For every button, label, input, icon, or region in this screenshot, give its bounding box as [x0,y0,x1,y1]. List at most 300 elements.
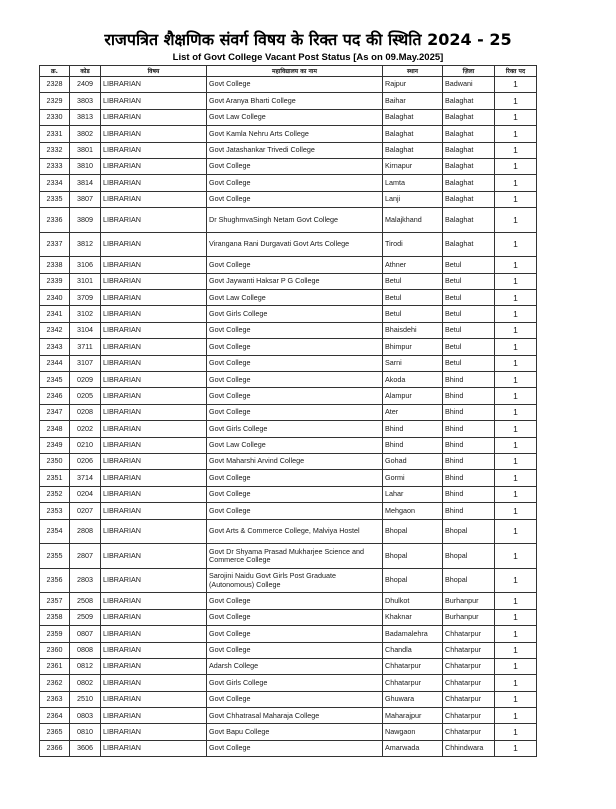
page-subtitle: List of Govt College Vacant Post Status [As on 09.May.2025] [172,52,444,63]
cell-district: Balaghat [443,232,495,257]
cell-code: 0802 [70,675,101,691]
cell-code: 0207 [70,503,101,519]
cell-vacant: 1 [495,355,537,371]
table-row [40,257,537,273]
cell-sno: 2354 [40,519,70,544]
table-row [40,626,537,642]
cell-subject: LIBRARIAN [101,593,207,609]
cell-location: Khaknar [383,609,443,625]
header-location: स्थान [383,66,443,77]
table-body [40,77,537,757]
cell-sno: 2328 [40,77,70,93]
cell-location: Mehgaon [383,503,443,519]
cell-sno: 2347 [40,404,70,420]
cell-sno: 2340 [40,290,70,306]
cell-college-name: Govt College [207,642,383,658]
cell-location: Baihar [383,93,443,109]
cell-college-name: Govt College [207,404,383,420]
cell-code: 2808 [70,519,101,544]
cell-sno: 2345 [40,372,70,388]
cell-code: 0810 [70,724,101,740]
cell-district: Badwani [443,77,495,93]
cell-district: Chhindwara [443,740,495,756]
cell-sno: 2333 [40,158,70,174]
cell-location: Betul [383,306,443,322]
cell-subject: LIBRARIAN [101,421,207,437]
cell-code: 3813 [70,109,101,125]
cell-college-name: Govt College [207,593,383,609]
cell-college-name: Govt Law College [207,290,383,306]
cell-vacant: 1 [495,142,537,158]
cell-college-name: Govt College [207,503,383,519]
cell-college-name: Govt Kamla Nehru Arts College [207,126,383,142]
cell-location: Nawgaon [383,724,443,740]
cell-vacant: 1 [495,158,537,174]
cell-location: Badamalehra [383,626,443,642]
cell-sno: 2336 [40,208,70,233]
cell-location: Amarwada [383,740,443,756]
cell-subject: LIBRARIAN [101,642,207,658]
table-row [40,208,537,233]
cell-district: Bhind [443,486,495,502]
cell-code: 2508 [70,593,101,609]
cell-location: Betul [383,290,443,306]
cell-location: Lamta [383,175,443,191]
page-title: राजपत्रित शैक्षणिक संवर्ग विषय के रिक्त पद की स्थिति 2024 - 25 [104,30,512,49]
cell-college-name: Govt Dr Shyama Prasad Mukharjee Science and Commerce College [207,544,383,569]
cell-location: Akoda [383,372,443,388]
cell-location: Chandla [383,642,443,658]
cell-location: Lahar [383,486,443,502]
cell-subject: LIBRARIAN [101,724,207,740]
cell-vacant: 1 [495,740,537,756]
table-row [40,372,537,388]
cell-sno: 2342 [40,322,70,338]
cell-location: Bhopal [383,519,443,544]
cell-subject: LIBRARIAN [101,486,207,502]
cell-district: Bhind [443,503,495,519]
cell-district: Betul [443,339,495,355]
cell-district: Bhopal [443,568,495,593]
cell-code: 3104 [70,322,101,338]
cell-district: Balaghat [443,126,495,142]
cell-vacant: 1 [495,404,537,420]
cell-college-name: Govt Aranya Bharti College [207,93,383,109]
cell-location: Bhaisdehi [383,322,443,338]
cell-code: 2509 [70,609,101,625]
cell-sno: 2363 [40,691,70,707]
cell-district: Bhind [443,388,495,404]
cell-college-name: Govt College [207,257,383,273]
cell-district: Chhatarpur [443,626,495,642]
table-row [40,421,537,437]
table-row [40,486,537,502]
table-row [40,691,537,707]
cell-vacant: 1 [495,544,537,569]
table-row [40,77,537,93]
cell-college-name: Sarojini Naidu Govt Girls Post Graduate (Autonomous) College [207,568,383,593]
cell-subject: LIBRARIAN [101,708,207,724]
table-row [40,454,537,470]
cell-location: Sarni [383,355,443,371]
cell-code: 0803 [70,708,101,724]
cell-subject: LIBRARIAN [101,675,207,691]
cell-college-name: Govt Bapu College [207,724,383,740]
cell-subject: LIBRARIAN [101,658,207,674]
cell-subject: LIBRARIAN [101,191,207,207]
cell-college-name: Govt Girls College [207,675,383,691]
cell-subject: LIBRARIAN [101,306,207,322]
cell-code: 3709 [70,290,101,306]
cell-sno: 2353 [40,503,70,519]
cell-college-name: Govt College [207,77,383,93]
cell-district: Bhopal [443,544,495,569]
cell-vacant: 1 [495,290,537,306]
cell-location: Betul [383,273,443,289]
cell-subject: LIBRARIAN [101,437,207,453]
cell-code: 0808 [70,642,101,658]
cell-code: 2510 [70,691,101,707]
table-row [40,708,537,724]
cell-vacant: 1 [495,372,537,388]
table-row [40,142,537,158]
table-row [40,675,537,691]
vacant-post-table [39,65,537,757]
cell-subject: LIBRARIAN [101,568,207,593]
cell-location: Dhulkot [383,593,443,609]
cell-sno: 2352 [40,486,70,502]
table-row [40,470,537,486]
header-vacant: रिक्त पद [495,66,537,77]
cell-district: Betul [443,273,495,289]
cell-college-name: Govt College [207,691,383,707]
cell-code: 3801 [70,142,101,158]
cell-district: Betul [443,355,495,371]
cell-district: Bhind [443,421,495,437]
cell-subject: LIBRARIAN [101,691,207,707]
cell-location: Bhind [383,421,443,437]
cell-vacant: 1 [495,724,537,740]
cell-vacant: 1 [495,109,537,125]
cell-subject: LIBRARIAN [101,609,207,625]
cell-subject: LIBRARIAN [101,372,207,388]
cell-college-name: Govt College [207,175,383,191]
cell-sno: 2332 [40,142,70,158]
cell-subject: LIBRARIAN [101,93,207,109]
cell-sno: 2366 [40,740,70,756]
cell-college-name: Adarsh College [207,658,383,674]
cell-location: Bhind [383,437,443,453]
cell-vacant: 1 [495,175,537,191]
cell-college-name: Govt Arts & Commerce College, Malviya Hostel [207,519,383,544]
cell-college-name: Govt Maharshi Arvind College [207,454,383,470]
cell-college-name: Govt College [207,372,383,388]
cell-sno: 2349 [40,437,70,453]
cell-code: 3812 [70,232,101,257]
cell-college-name: Govt College [207,355,383,371]
cell-subject: LIBRARIAN [101,388,207,404]
cell-college-name: Govt College [207,191,383,207]
cell-code: 3814 [70,175,101,191]
cell-location: Bhimpur [383,339,443,355]
cell-sno: 2339 [40,273,70,289]
cell-college-name: Govt College [207,388,383,404]
cell-location: Tirodi [383,232,443,257]
table-row [40,642,537,658]
table-row [40,339,537,355]
cell-vacant: 1 [495,519,537,544]
table-row [40,232,537,257]
cell-subject: LIBRARIAN [101,544,207,569]
cell-vacant: 1 [495,339,537,355]
cell-sno: 2337 [40,232,70,257]
cell-vacant: 1 [495,77,537,93]
cell-district: Balaghat [443,191,495,207]
cell-code: 0209 [70,372,101,388]
header-sno: क्र. [40,66,70,77]
cell-college-name: Govt Girls College [207,306,383,322]
cell-subject: LIBRARIAN [101,339,207,355]
cell-location: Ater [383,404,443,420]
cell-subject: LIBRARIAN [101,470,207,486]
cell-sno: 2350 [40,454,70,470]
cell-vacant: 1 [495,257,537,273]
cell-sno: 2358 [40,609,70,625]
cell-code: 0205 [70,388,101,404]
cell-vacant: 1 [495,626,537,642]
cell-subject: LIBRARIAN [101,273,207,289]
cell-college-name: Govt Jaywanti Haksar P G College [207,273,383,289]
cell-district: Bhind [443,437,495,453]
cell-vacant: 1 [495,388,537,404]
table-row [40,273,537,289]
table-row [40,519,537,544]
cell-sno: 2361 [40,658,70,674]
cell-sno: 2329 [40,93,70,109]
cell-subject: LIBRARIAN [101,126,207,142]
cell-code: 3802 [70,126,101,142]
cell-code: 3809 [70,208,101,233]
cell-college-name: Govt College [207,158,383,174]
table-row [40,126,537,142]
cell-district: Burhanpur [443,609,495,625]
cell-sno: 2341 [40,306,70,322]
cell-location: Malajkhand [383,208,443,233]
cell-location: Chhatarpur [383,675,443,691]
cell-vacant: 1 [495,642,537,658]
cell-location: Chhatarpur [383,658,443,674]
header-subject: विषय [101,66,207,77]
cell-district: Balaghat [443,208,495,233]
table-row [40,437,537,453]
cell-college-name: Govt Jatashankar Trivedi College [207,142,383,158]
cell-vacant: 1 [495,93,537,109]
cell-sno: 2335 [40,191,70,207]
cell-code: 3106 [70,257,101,273]
cell-sno: 2343 [40,339,70,355]
cell-college-name: Govt Girls College [207,421,383,437]
table-row [40,191,537,207]
cell-district: Betul [443,322,495,338]
cell-vacant: 1 [495,273,537,289]
cell-location: Bhopal [383,568,443,593]
cell-district: Burhanpur [443,593,495,609]
cell-location: Rajpur [383,77,443,93]
cell-vacant: 1 [495,708,537,724]
cell-sno: 2334 [40,175,70,191]
cell-code: 3101 [70,273,101,289]
cell-subject: LIBRARIAN [101,322,207,338]
cell-sno: 2348 [40,421,70,437]
cell-vacant: 1 [495,322,537,338]
header-college-name: महाविद्यालय का नाम [207,66,383,77]
cell-vacant: 1 [495,691,537,707]
cell-vacant: 1 [495,568,537,593]
cell-vacant: 1 [495,208,537,233]
cell-sno: 2362 [40,675,70,691]
table-row [40,93,537,109]
cell-subject: LIBRARIAN [101,158,207,174]
cell-subject: LIBRARIAN [101,355,207,371]
header-district: ज़िला [443,66,495,77]
cell-subject: LIBRARIAN [101,503,207,519]
cell-district: Chhatarpur [443,691,495,707]
cell-code: 3107 [70,355,101,371]
cell-vacant: 1 [495,470,537,486]
cell-sno: 2331 [40,126,70,142]
table-row [40,306,537,322]
cell-district: Balaghat [443,158,495,174]
cell-code: 3606 [70,740,101,756]
cell-sno: 2344 [40,355,70,371]
table-row [40,740,537,756]
cell-district: Chhatarpur [443,642,495,658]
table-row [40,290,537,306]
cell-sno: 2359 [40,626,70,642]
cell-district: Betul [443,306,495,322]
cell-subject: LIBRARIAN [101,290,207,306]
cell-code: 3711 [70,339,101,355]
table-row [40,322,537,338]
cell-location: Gohad [383,454,443,470]
cell-district: Balaghat [443,93,495,109]
cell-sno: 2355 [40,544,70,569]
cell-district: Bhind [443,470,495,486]
cell-location: Kirnapur [383,158,443,174]
cell-district: Balaghat [443,109,495,125]
cell-district: Chhatarpur [443,658,495,674]
cell-college-name: Govt College [207,609,383,625]
cell-subject: LIBRARIAN [101,519,207,544]
cell-college-name: Govt Law College [207,109,383,125]
table-row [40,568,537,593]
table-row [40,388,537,404]
header-row [40,66,537,77]
cell-subject: LIBRARIAN [101,175,207,191]
cell-sno: 2357 [40,593,70,609]
cell-college-name: Govt College [207,486,383,502]
cell-location: Athner [383,257,443,273]
cell-district: Chhatarpur [443,724,495,740]
cell-code: 3803 [70,93,101,109]
cell-district: Balaghat [443,142,495,158]
cell-subject: LIBRARIAN [101,740,207,756]
cell-code: 3714 [70,470,101,486]
cell-location: Alampur [383,388,443,404]
cell-location: Bhopal [383,544,443,569]
cell-sno: 2346 [40,388,70,404]
cell-subject: LIBRARIAN [101,142,207,158]
cell-code: 2803 [70,568,101,593]
cell-district: Chhatarpur [443,708,495,724]
cell-college-name: Govt College [207,470,383,486]
cell-vacant: 1 [495,486,537,502]
cell-location: Gormi [383,470,443,486]
table-row [40,658,537,674]
cell-college-name: Dr ShughmvaSingh Netam Govt College [207,208,383,233]
cell-subject: LIBRARIAN [101,626,207,642]
cell-code: 0208 [70,404,101,420]
cell-sno: 2364 [40,708,70,724]
cell-vacant: 1 [495,191,537,207]
cell-subject: LIBRARIAN [101,208,207,233]
cell-vacant: 1 [495,306,537,322]
cell-sno: 2330 [40,109,70,125]
cell-vacant: 1 [495,503,537,519]
cell-sno: 2338 [40,257,70,273]
cell-district: Balaghat [443,175,495,191]
cell-district: Bhind [443,372,495,388]
header-code: कोड [70,66,101,77]
cell-college-name: Govt Chhatrasal Maharaja College [207,708,383,724]
cell-vacant: 1 [495,232,537,257]
cell-college-name: Govt College [207,626,383,642]
cell-vacant: 1 [495,593,537,609]
cell-code: 2409 [70,77,101,93]
cell-college-name: Virangana Rani Durgavati Govt Arts College [207,232,383,257]
cell-vacant: 1 [495,658,537,674]
cell-subject: LIBRARIAN [101,404,207,420]
cell-college-name: Govt College [207,322,383,338]
cell-district: Chhatarpur [443,675,495,691]
cell-college-name: Govt College [207,740,383,756]
cell-subject: LIBRARIAN [101,454,207,470]
table-row [40,355,537,371]
cell-code: 3810 [70,158,101,174]
cell-subject: LIBRARIAN [101,257,207,273]
cell-college-name: Govt College [207,339,383,355]
cell-sno: 2351 [40,470,70,486]
cell-code: 2807 [70,544,101,569]
cell-district: Bhind [443,454,495,470]
cell-sno: 2365 [40,724,70,740]
cell-subject: LIBRARIAN [101,109,207,125]
cell-location: Balaghat [383,126,443,142]
cell-vacant: 1 [495,454,537,470]
table-header [40,66,537,77]
cell-vacant: 1 [495,675,537,691]
cell-code: 0807 [70,626,101,642]
cell-code: 0204 [70,486,101,502]
cell-location: Lanji [383,191,443,207]
cell-vacant: 1 [495,437,537,453]
cell-code: 0210 [70,437,101,453]
cell-district: Bhopal [443,519,495,544]
cell-district: Betul [443,257,495,273]
cell-subject: LIBRARIAN [101,232,207,257]
cell-vacant: 1 [495,609,537,625]
cell-code: 0202 [70,421,101,437]
